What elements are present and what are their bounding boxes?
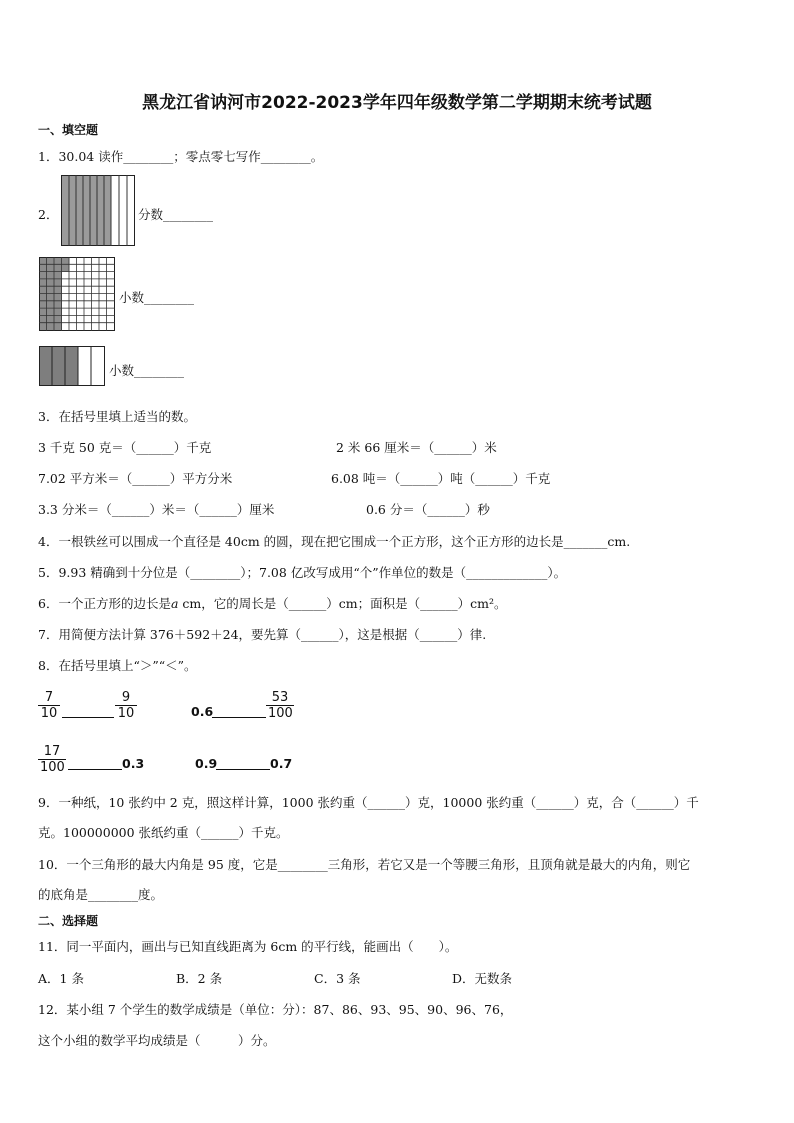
question-12-line1: 12．某小组 7 个学生的数学成绩是（单位：分）：87、86、93、95、90、96、76， (38, 1002, 513, 1017)
page-title: 黑龙江省讷河市2022-2023学年四年级数学第二学期期末统考试题 (142, 93, 652, 113)
question-10-line2: 的底角是________度。 (38, 887, 164, 902)
question-8: 8．在括号里填上“＞”“＜”。 (38, 658, 197, 673)
q3-row3-left: 3.3 分米＝（______）米＝（______）厘米 (38, 502, 275, 517)
q8-a-left-fraction: 7 10 (38, 690, 60, 721)
q6-text-a: 6．一个正方形的边长是 (38, 596, 171, 611)
question-6 (38, 594, 506, 612)
question-7: 7．用简便方法计算 376＋592＋24，要先算（______），这是根据（______）律. (38, 627, 487, 642)
decimal-answer-label-2: 小数________ (109, 363, 185, 378)
q8-c-left-fraction: 17 100 (40, 744, 65, 775)
q3-row3-right: 0.6 分＝（______）秒 (366, 502, 490, 517)
question-9-line1: 9．一种纸，10 张约中 2 克，照这样计算，1000 张约重（______）克，10000 张约重（______）克，合（______）千 (38, 795, 699, 810)
q6-variable: a (170, 596, 179, 611)
figure-fraction-columns (61, 175, 135, 246)
section-heading-fill-in: 一、填空题 (38, 123, 99, 137)
q11-option-a[interactable]: A．1 条 (38, 971, 84, 986)
question-11: 11．同一平面内，画出与已知直线距离为 6cm 的平行线，能画出（ ）。 (38, 939, 458, 954)
question-9-line2: 克。100000000 张纸约重（______）千克。 (38, 825, 289, 840)
question-4: 4．一根铁丝可以围成一个直径是 40cm 的圆，现在把它围成一个正方形，这个正方形的边长是_______cm. (38, 534, 631, 549)
q11-option-b[interactable]: B．2 条 (176, 971, 223, 986)
figure-decimal-grid (39, 257, 115, 331)
q8-c-right: 0.3 (122, 756, 145, 771)
q3-row2-right: 6.08 吨＝（______）吨（______）千克 (331, 471, 551, 486)
question-3: 3．在括号里填上适当的数。 (38, 409, 196, 424)
q8-d-blank[interactable] (216, 769, 270, 770)
question-5: 5．9.93 精确到十分位是（________）；7.08 亿改写成用“个”作单位的数是（_____________）。 (38, 565, 567, 580)
q8-d-right: 0.7 (270, 756, 293, 771)
q11-option-d[interactable]: D．无数条 (452, 971, 513, 986)
q8-b-left: 0.6 (191, 704, 214, 719)
q8-b-blank[interactable] (212, 717, 266, 718)
q11-option-c[interactable]: C．3 条 (314, 971, 361, 986)
q3-row1-right: 2 米 66 厘米＝（______）米 (336, 440, 497, 455)
q8-b-right-fraction: 53 100 (268, 690, 293, 721)
question-12-line2: 这个小组的数学平均成绩是（ ）分。 (38, 1033, 276, 1048)
q8-a-blank[interactable] (62, 717, 114, 718)
q8-a-right-fraction: 9 10 (115, 690, 137, 721)
q6-text-b: cm，它的周长是（______）cm；面积是（______）cm²。 (182, 596, 507, 611)
question-1: 1．30.04 读作________；零点零七写作________。 (38, 149, 324, 164)
fraction-answer-label: 分数________ (138, 207, 214, 222)
section-heading-choice: 二、选择题 (38, 914, 99, 928)
q8-d-left: 0.9 (195, 756, 218, 771)
question-10-line1: 10．一个三角形的最大内角是 95 度，它是________三角形，若它又是一个等腰三角形，且顶角就是最大的内角，则它 (38, 857, 691, 872)
q3-row2-left: 7.02 平方米＝（______）平方分米 (38, 471, 233, 486)
q8-c-blank[interactable] (68, 769, 122, 770)
question-2-number: 2． (38, 207, 59, 222)
figure-decimal-bars (39, 346, 105, 386)
q3-row1-left: 3 千克 50 克＝（______）千克 (38, 440, 212, 455)
decimal-answer-label-1: 小数________ (119, 290, 195, 305)
